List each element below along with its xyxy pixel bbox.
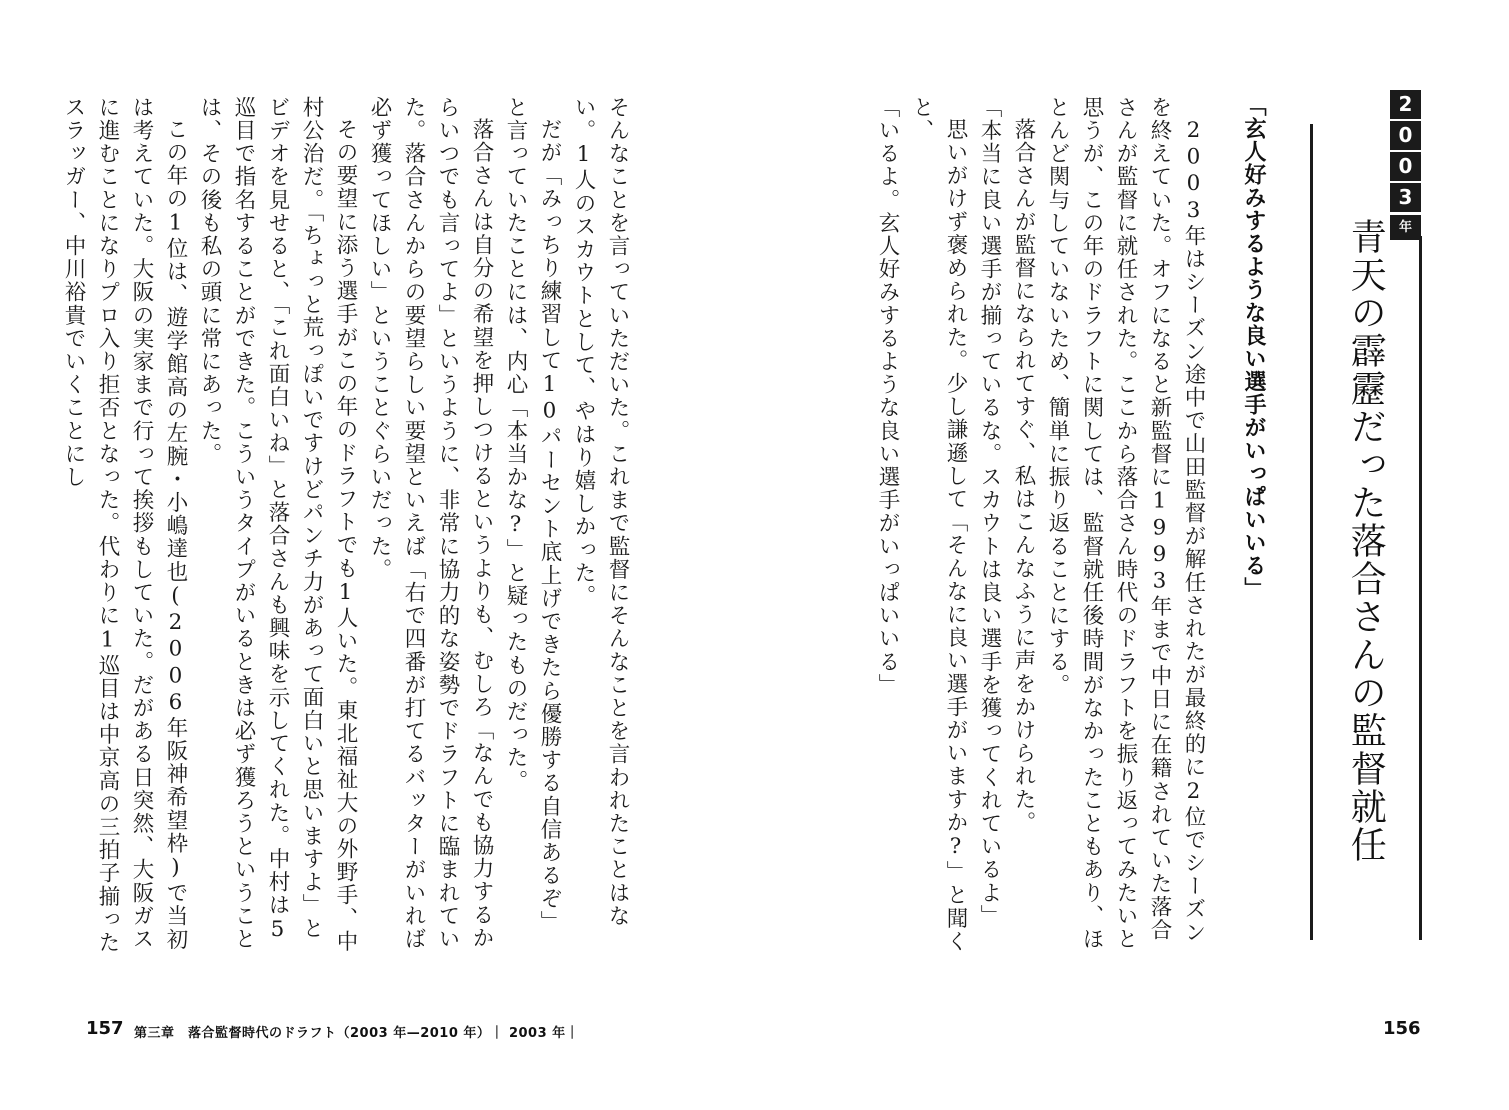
body-paragraph: 2003年はシーズン途中で山田監督が解任されたが最終的に2位でシーズンを終えていた。オフになると新監督に1993年まで中日に在籍されていた落合さんが監督に就任された。ここから落合さん時代のドラフトを振り返ってみたいと思うが、この年のドラフトに関しては、監督就任後時間がなかったこともあり、ほとんど関与していないため、簡単に振り返ることにする。 bbox=[1045, 96, 1206, 951]
year-digit: 3 bbox=[1390, 183, 1421, 212]
body-paragraph: 落合さんが監督になられてすぐ、私はこんなふうに声をかけられた。 bbox=[1011, 117, 1036, 834]
body-paragraph: 落合さんは自分の希望を押しつけるというよりも、むしろ「なんでも協力するからいつでも言ってよ」というように、非常に協力的な姿勢でドラフトに臨まれていた。落合さんからの要望らしい要望といえば「右で四番が打てるバッターがいれば必ず獲ってほしい」ということぐらいだった。 bbox=[367, 96, 494, 951]
page-number-left: 157 bbox=[86, 1018, 124, 1039]
subheading: 「玄人好みするような良い選手がいっぱいいる」 bbox=[1241, 94, 1266, 600]
running-head: 第三章 落合監督時代のドラフト（2003 年—2010 年）｜ 2003 年｜ bbox=[134, 1026, 580, 1041]
body-paragraph: そんなことを言っていただいた。これまで監督にそんなことを言われたことはない。1人のスカウトとして、やはり嬉しかった。 bbox=[571, 96, 630, 928]
year-digit: 0 bbox=[1390, 152, 1421, 181]
page-number-right: 156 bbox=[1383, 1018, 1421, 1039]
section-title: 青天の霹靂だった落合さんの監督就任 bbox=[1345, 218, 1387, 864]
body-paragraph: その要望に添う選手がこの年のドラフトでも1人いた。東北福祉大の外野手、中村公治だ。「ちょっと荒っぽいですけどパンチ力があって面白いと思いますよ」とビデオを見せると、「これ面白いね」と落合さんも興味を示してくれた。中村は5巡目で指名することができた。こういうタイプがいるときは必ず獲ろうということは、その後も私の頭に常にあった。 bbox=[197, 96, 358, 953]
left-page-body bbox=[61, 96, 634, 956]
body-paragraph: だが「みっちり練習して10パーセント底上げできたら優勝する自信あるぞ」と言っていたことには、内心「本当かな?」と疑ったものだった。 bbox=[503, 96, 562, 933]
year-digit: 2 bbox=[1390, 90, 1421, 119]
year-unit: 年 bbox=[1390, 215, 1421, 240]
body-paragraph: 思いがけず褒められた。少し謙遜して「そんなに良い選手がいますか?」と聞くと、 bbox=[909, 96, 968, 953]
right-page-body bbox=[875, 96, 1210, 956]
year-digit: 0 bbox=[1390, 121, 1421, 150]
title-rule-right bbox=[1419, 236, 1422, 940]
year-badge bbox=[1389, 90, 1422, 240]
body-paragraph: 「本当に良い選手が揃っているな。スカウトは良い選手を獲ってくれているよ」 bbox=[977, 96, 1002, 928]
title-rule-left bbox=[1310, 124, 1313, 940]
body-paragraph: この年の1位は、遊学館高の左腕・小嶋達也(2006年阪神希望枠)で当初は考えていた。大阪の実家まで行って挨拶もしていた。だがある日突然、大阪ガスに進むことになりプロ入り拒否となった。代わりに1巡目は中京高の三拍子揃ったスラッガー、中川裕貴でいくことにし bbox=[61, 96, 188, 955]
chapter-title-block bbox=[1310, 84, 1422, 944]
body-paragraph: 「いるよ。玄人好みするような良い選手がいっぱいいる」 bbox=[875, 96, 900, 697]
